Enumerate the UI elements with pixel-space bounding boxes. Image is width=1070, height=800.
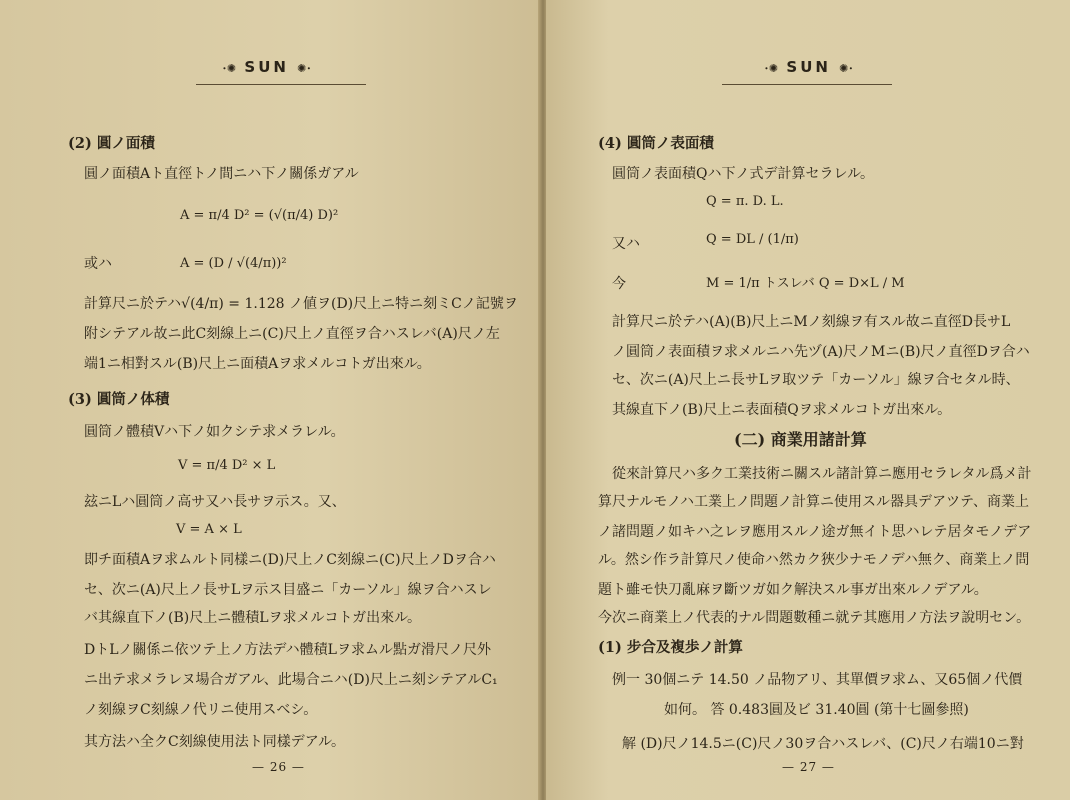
text-line: 附シテアル故ニ此C刻線上ニ(C)尺上ノ直徑ヲ合ハスレバ(A)尺ノ左 (84, 326, 500, 342)
sun-ornament-right-icon: ✺𐄁 (297, 62, 312, 75)
text-line: 或ハ (84, 256, 112, 272)
text-line: ニ出テ求メラレヌ場合ガアル、此場合ニハ(D)尺上ニ刻シテアルC₁ (84, 672, 498, 688)
header-brand: SUN (244, 58, 289, 76)
formula: A = (D / √(4/π))² (180, 256, 287, 271)
sun-ornament-left-icon: 𐄁✺ (764, 62, 779, 75)
text-line: 又ハ (612, 236, 640, 252)
text-line: 算尺ナルモノハ工業上ノ問題ノ計算ニ使用スル器具デアツテ、商業上 (598, 494, 1030, 510)
page-number: — 26 — (252, 760, 305, 774)
formula: M = 1/π トスレバ Q = D×L / M (706, 276, 905, 291)
text-line: 如何。 答 0.483圓及ビ 31.40圓 (第十七圖參照) (664, 702, 969, 718)
sun-ornament-left-icon: 𐄁✺ (222, 62, 237, 75)
text-line: セ、次ニ(A)尺上ニ長サLヲ取ツテ「カーソル」線ヲ合セタル時、 (612, 372, 1020, 388)
text-line: 玆ニLハ圓筒ノ高サ又ハ長サヲ示ス。又、 (84, 494, 346, 510)
text-line: DトLノ關係ニ依ツテ上ノ方法デハ體積Lヲ求ムル點ガ滑尺ノ尺外 (84, 642, 491, 658)
text-line: 其線直下ノ(B)尺上ニ表面積Qヲ求メルコトガ出來ル。 (612, 402, 952, 418)
text-line: ノ刻線ヲC刻線ノ代リニ使用スベシ。 (84, 702, 318, 718)
text-line: 今 (612, 276, 626, 292)
text-line: 圓筒ノ表面積Qハ下ノ式デ計算セラレル。 (612, 166, 875, 182)
header-rule (722, 84, 892, 85)
text-line: 其方法ハ全クC刻線使用法ト同樣デアル。 (84, 734, 346, 750)
formula: Q = DL / (1/π) (706, 232, 799, 247)
section-heading: (1) 步合及複歩ノ計算 (598, 639, 743, 656)
page-header (764, 58, 853, 76)
text-line: セ、次ニ(A)尺上ノ長サLヲ示ス目盛ニ「カーソル」線ヲ合ハスレ (84, 582, 492, 598)
text-line: 例一 30個ニテ 14.50 ノ品物アリ、其單價ヲ求ム、又65個ノ代價 (612, 672, 1023, 688)
text-line: 圓ノ面積Aト直徑トノ間ニハ下ノ關係ガアル (84, 166, 359, 182)
text-line: 即チ面積Aヲ求ムルト同樣ニ(D)尺上ノC刻線ニ(C)尺上ノDヲ合ハ (84, 552, 496, 568)
formula: Q = π. D. L. (706, 194, 784, 209)
text-line: ル。然シ作ラ計算尺ノ使命ハ然カク狹少ナモノデハ無ク、商業上ノ問 (598, 552, 1030, 568)
sun-ornament-right-icon: ✺𐄁 (839, 62, 854, 75)
section-heading: (2) 圓ノ面積 (68, 135, 155, 152)
header-rule (196, 84, 366, 85)
text-line: 題ト雖モ快刀亂麻ヲ斷ツガ如ク解決スル事ガ出來ルノデアル。 (598, 582, 988, 598)
page-header (222, 58, 311, 76)
formula: V = A × L (176, 522, 242, 537)
text-line: バ其線直下ノ(B)尺上ニ體積Lヲ求メルコトガ出來ル。 (84, 610, 421, 626)
section-heading: (3) 圓筒ノ体積 (68, 391, 170, 408)
chapter-heading: (二) 商業用諸計算 (734, 430, 867, 449)
right-page (546, 0, 1070, 800)
header-brand: SUN (786, 58, 831, 76)
text-line: 圓筒ノ體積Vハ下ノ如クシテ求メラレル。 (84, 424, 345, 440)
text-line: 計算尺ニ於テハ(A)(B)尺上ニMノ刻線ヲ有スル故ニ直徑D長サL (612, 314, 1011, 330)
text-line: 從來計算尺ハ多ク工業技術ニ關スル諸計算ニ應用セラレタル爲メ計 (612, 466, 1032, 482)
section-heading: (4) 圓筒ノ表面積 (598, 135, 714, 152)
page-number: — 27 — (782, 760, 835, 774)
formula: A = π/4 D² = (√(π/4) D)² (180, 208, 339, 223)
text-line: 端1ニ相對スル(B)尺上ニ面積Aヲ求メルコトガ出來ル。 (84, 356, 431, 372)
text-line: ノ圓筒ノ表面積ヲ求メルニハ先ヅ(A)尺ノMニ(B)尺ノ直徑Dヲ合ハ (612, 344, 1030, 360)
formula: V = π/4 D² × L (178, 458, 276, 473)
text-line: ノ諸問題ノ如キハ之レヲ應用スルノ途ガ無イト思ハレテ居タモノデア (598, 524, 1032, 540)
text-line: 解 (D)尺ノ14.5ニ(C)尺ノ30ヲ合ハスレバ、(C)尺ノ右端10ニ對 (622, 736, 1024, 752)
text-line: 計算尺ニ於テハ√(4/π) = 1.128 ノ値ヲ(D)尺上ニ特ニ刻ミCノ記號ヲ (84, 296, 518, 312)
text-line: 今次ニ商業上ノ代表的ナル問題數種ニ就テ其應用ノ方法ヲ說明セン。 (598, 610, 1031, 626)
